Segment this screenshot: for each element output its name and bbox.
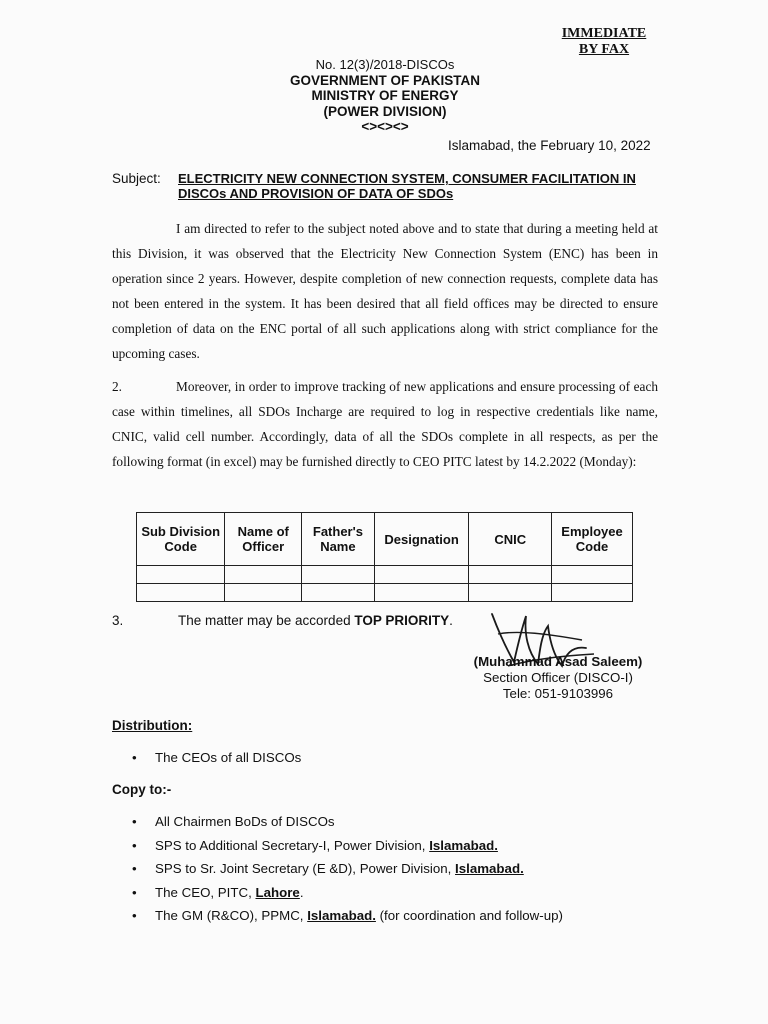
paragraph-3: [178, 613, 453, 628]
distribution-heading: Distribution:: [112, 718, 193, 733]
list-item-location: Islamabad.: [307, 908, 376, 923]
list-item-text: The CEO, PITC,: [155, 884, 256, 900]
table-cell: [225, 566, 302, 584]
paragraph-2: [112, 374, 658, 474]
paragraph-3-end: .: [449, 613, 453, 628]
priority-line-1: IMMEDIATE: [561, 26, 647, 41]
list-item-text: All Chairmen BoDs of DISCOs: [155, 814, 335, 829]
subject-label: Subject:: [112, 171, 161, 186]
list-item-location: Lahore: [255, 884, 300, 900]
table-cell: [374, 566, 469, 584]
list-item: [130, 834, 690, 858]
data-format-table: [136, 512, 633, 602]
ministry-name: MINISTRY OF ENERGY: [311, 88, 459, 103]
paragraph-3-number: 3.: [112, 613, 124, 628]
column-header-sub-division-code: Sub Division Code: [137, 513, 225, 566]
division-name: (POWER DIVISION): [323, 103, 447, 119]
bullet-icon: •: [132, 861, 137, 876]
table-cell: [137, 566, 225, 584]
priority-line-2: BY FAX: [578, 42, 630, 57]
column-header-fathers-name: Father's Name: [302, 513, 375, 566]
paragraph-2-text: Moreover, in order to improve tracking of new applications and ensure processing of each case within timelines, all SDOs Incharge are required to log in respective credentials like name, CNIC, valid cell number. Accordingly, data of all the SDOs complete in all respects, as per the following format (in excel) may be furnished directly to CEO PITC latest by 14.2.2022 (Monday):: [112, 379, 658, 469]
paragraph-3-text: The matter may be accorded: [178, 613, 355, 628]
list-item: [130, 904, 690, 928]
signature-block: [458, 654, 658, 702]
list-item-text: SPS to Sr. Joint Secretary (E &D), Power Division,: [155, 861, 456, 876]
table-row: [137, 566, 633, 584]
list-item-location: Islamabad.: [429, 837, 498, 853]
column-header-name-of-officer: Name of Officer: [225, 513, 302, 566]
paragraph-3-emphasis: TOP PRIORITY: [354, 613, 450, 628]
table-cell: [552, 566, 633, 584]
list-item-text: The CEOs of all DISCOs: [155, 750, 302, 765]
table-cell: [302, 566, 375, 584]
column-header-cnic: CNIC: [469, 513, 552, 566]
list-item: [130, 810, 690, 834]
list-item-text: SPS to Additional Secretary-I, Power Division,: [155, 837, 430, 853]
table-cell: [225, 584, 302, 602]
list-item-end: (for coordination and follow-up): [375, 908, 563, 923]
column-header-employee-code: Employee Code: [552, 513, 633, 566]
bullet-icon: •: [132, 814, 137, 829]
list-item-end: .: [299, 884, 304, 900]
paragraph-2-number: 2.: [112, 379, 122, 394]
table-row: [137, 584, 633, 602]
bullet-icon: •: [132, 908, 137, 923]
letterhead: [230, 57, 540, 135]
dateline: Islamabad, the February 10, 2022: [448, 138, 651, 153]
table-cell: [137, 584, 225, 602]
bullet-icon: •: [132, 837, 137, 853]
bullet-icon: •: [132, 884, 137, 900]
list-item-text: The GM (R&CO), PPMC,: [155, 908, 308, 923]
signatory-telephone: Tele: 051-9103996: [502, 686, 614, 701]
table-header-row: [137, 513, 633, 566]
priority-stamp: [545, 26, 663, 58]
list-item-location: Islamabad.: [455, 861, 524, 876]
column-header-designation: Designation: [374, 513, 469, 566]
table-cell: [374, 584, 469, 602]
list-item: [130, 881, 690, 905]
signatory-title: Section Officer (DISCO-I): [483, 670, 633, 685]
list-item: [130, 746, 690, 770]
reference-number: No. 12(3)/2018-DISCOs: [315, 57, 455, 72]
copy-to-list: [130, 810, 690, 928]
bullet-icon: •: [132, 750, 137, 765]
government-name: GOVERNMENT OF PAKISTAN: [289, 72, 480, 88]
table-cell: [469, 566, 552, 584]
distribution-list: [130, 746, 690, 770]
subject-text: ELECTRICITY NEW CONNECTION SYSTEM, CONSUMER FACILITATION IN DISCOs AND PROVISION OF DATA OF SDOs: [178, 171, 636, 201]
table-cell: [302, 584, 375, 602]
table-cell: [469, 584, 552, 602]
table-cell: [552, 584, 633, 602]
copy-to-heading: Copy to:-: [112, 782, 172, 797]
header-separator: <><><>: [361, 119, 409, 134]
signatory-name: (Muhammad Asad Saleem): [473, 654, 643, 669]
list-item: [130, 857, 690, 881]
paragraph-1: I am directed to refer to the subject noted above and to state that during a meeting held at this Division, it was observed that the Electricity New Connection System (ENC) has been in operation since 2 years. However, despite completion of new connection requests, complete data has not been entered in the system. It has been desired that all field offices may be directed to ensure completion of data on the ENC portal of all such applications along with strict compliance for the upcoming cases.: [112, 221, 658, 361]
